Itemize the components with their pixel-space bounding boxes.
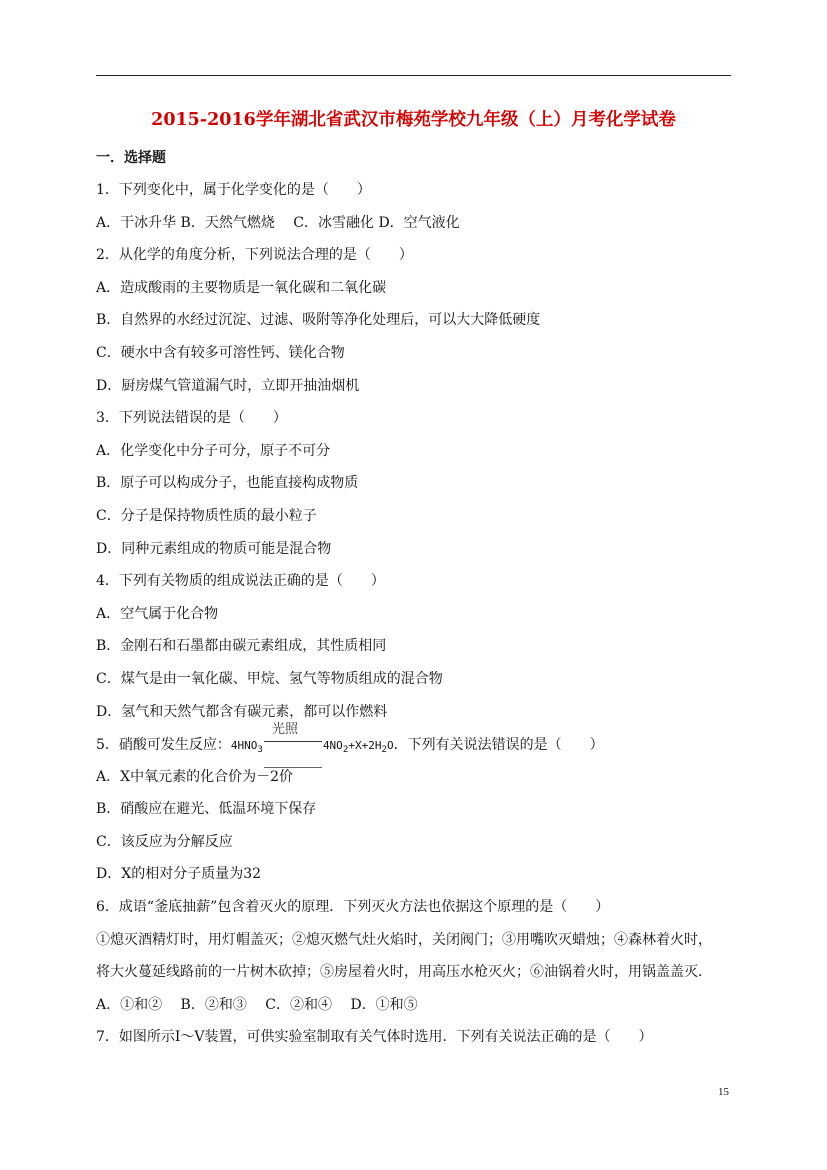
question-4-option-a: A．空气属于化合物 (96, 605, 219, 622)
question-3-option-b: B．原子可以构成分子，也能直接构成物质 (96, 475, 359, 492)
question-6: 6．成语“釜底抽薪”包含着灭火的原理．下列灭火方法也依据这个原理的是（ ） (96, 899, 610, 916)
question-4-option-d: D．氢气和天然气都含有碳元素，都可以作燃料 (96, 703, 388, 720)
reactant-subscript: 3 (257, 744, 263, 756)
arrow-line (264, 741, 322, 742)
question-2-option-a: A．造成酸雨的主要物质是一氧化碳和二氧化碳 (96, 279, 387, 296)
reaction-condition: 光照 (271, 722, 298, 738)
section-heading: 一．选择题 (96, 150, 166, 166)
question-content (96, 179, 736, 1059)
question-3: 3．下列说法错误的是（ ） (96, 410, 287, 427)
question-3-option-a: A．化学变化中分子可分，原子不可分 (96, 442, 331, 459)
question-1: 1．下列变化中，属于化学变化的是（ ） (96, 182, 371, 198)
product-b-text: +X+2H (348, 739, 382, 753)
reactant-text: 4HNO (230, 739, 258, 753)
header-rule (96, 75, 731, 76)
question-5-option-c: C．该反应为分解反应 (96, 833, 233, 850)
question-4-option-b: B．金刚石和石墨都由碳元素组成，其性质相同 (96, 638, 387, 655)
question-5-option-b: B．硝酸应在避光、低温环境下保存 (96, 801, 317, 818)
question-4-option-c: C．煤气是由一氧化碳、甲烷、氢气等物质组成的混合物 (96, 670, 443, 687)
product-a-subscript: 2 (342, 744, 349, 756)
question-3-option-d: D．同种元素组成的物质可能是混合物 (96, 540, 332, 557)
question-2-option-b: B．自然界的水经过沉淀、过滤、吸附等净化处理后，可以大大降低硬度 (96, 312, 541, 329)
exam-title: 2015-2016学年湖北省武汉市梅苑学校九年级（上）月考化学试卷 (151, 110, 676, 130)
question-1-options: A．干冰升华 B．天然气燃烧 C．冰雪融化 D．空气液化 (96, 214, 460, 231)
question-3-option-c: C．分子是保持物质性质的最小粒子 (96, 507, 317, 524)
arrow-underline (264, 767, 322, 768)
question-6-methods-line-2: 将大火蔓延线路前的一片树木砍掉；⑤房屋着火时，用高压水枪灭火；⑥油锅着火时，用锅盖盖灭． (96, 964, 712, 981)
product-b-subscript: 2 (381, 744, 387, 756)
question-5-option-a: A．X中氧元素的化合价为－2价 (96, 768, 293, 785)
question-6-methods-line-1: ①熄灭酒精灯时，用灯帽盖灭；②熄灭燃气灶火焰时，关闭阀门；③用嘴吹灭蜡烛；④森林着火时， (96, 931, 712, 948)
question-2: 2．从化学的角度分析，下列说法合理的是（ ） (96, 247, 413, 264)
question-6-options: A．①和② B．②和③ C．②和④ D．①和⑤ (96, 996, 418, 1013)
reaction-arrow (264, 722, 322, 751)
question-4: 4．下列有关物质的组成说法正确的是（ ） (96, 573, 385, 590)
product-formula (322, 739, 394, 756)
question-5-option-d: D．X的相对分子质量为32 (96, 866, 262, 883)
question-5-suffix: ．下列有关说法错误的是（ ） (393, 737, 604, 754)
product-a-text: 4NO (322, 739, 343, 753)
reactant-formula (230, 739, 263, 756)
question-7: 7．如图所示Ⅰ～Ⅴ装置，可供实验室制取有关气体时选用．下列有关说法正确的是（ ） (96, 1029, 653, 1046)
question-2-option-d: D．厨房煤气管道漏气时，立即开抽油烟机 (96, 377, 360, 394)
question-5-prefix: 5．硝酸可发生反应： (96, 737, 231, 754)
question-5 (96, 722, 736, 766)
question-2-option-c: C．硬水中含有较多可溶性钙、镁化合物 (96, 344, 345, 361)
product-c-text: O (386, 739, 394, 753)
page-number: 15 (718, 1086, 729, 1098)
